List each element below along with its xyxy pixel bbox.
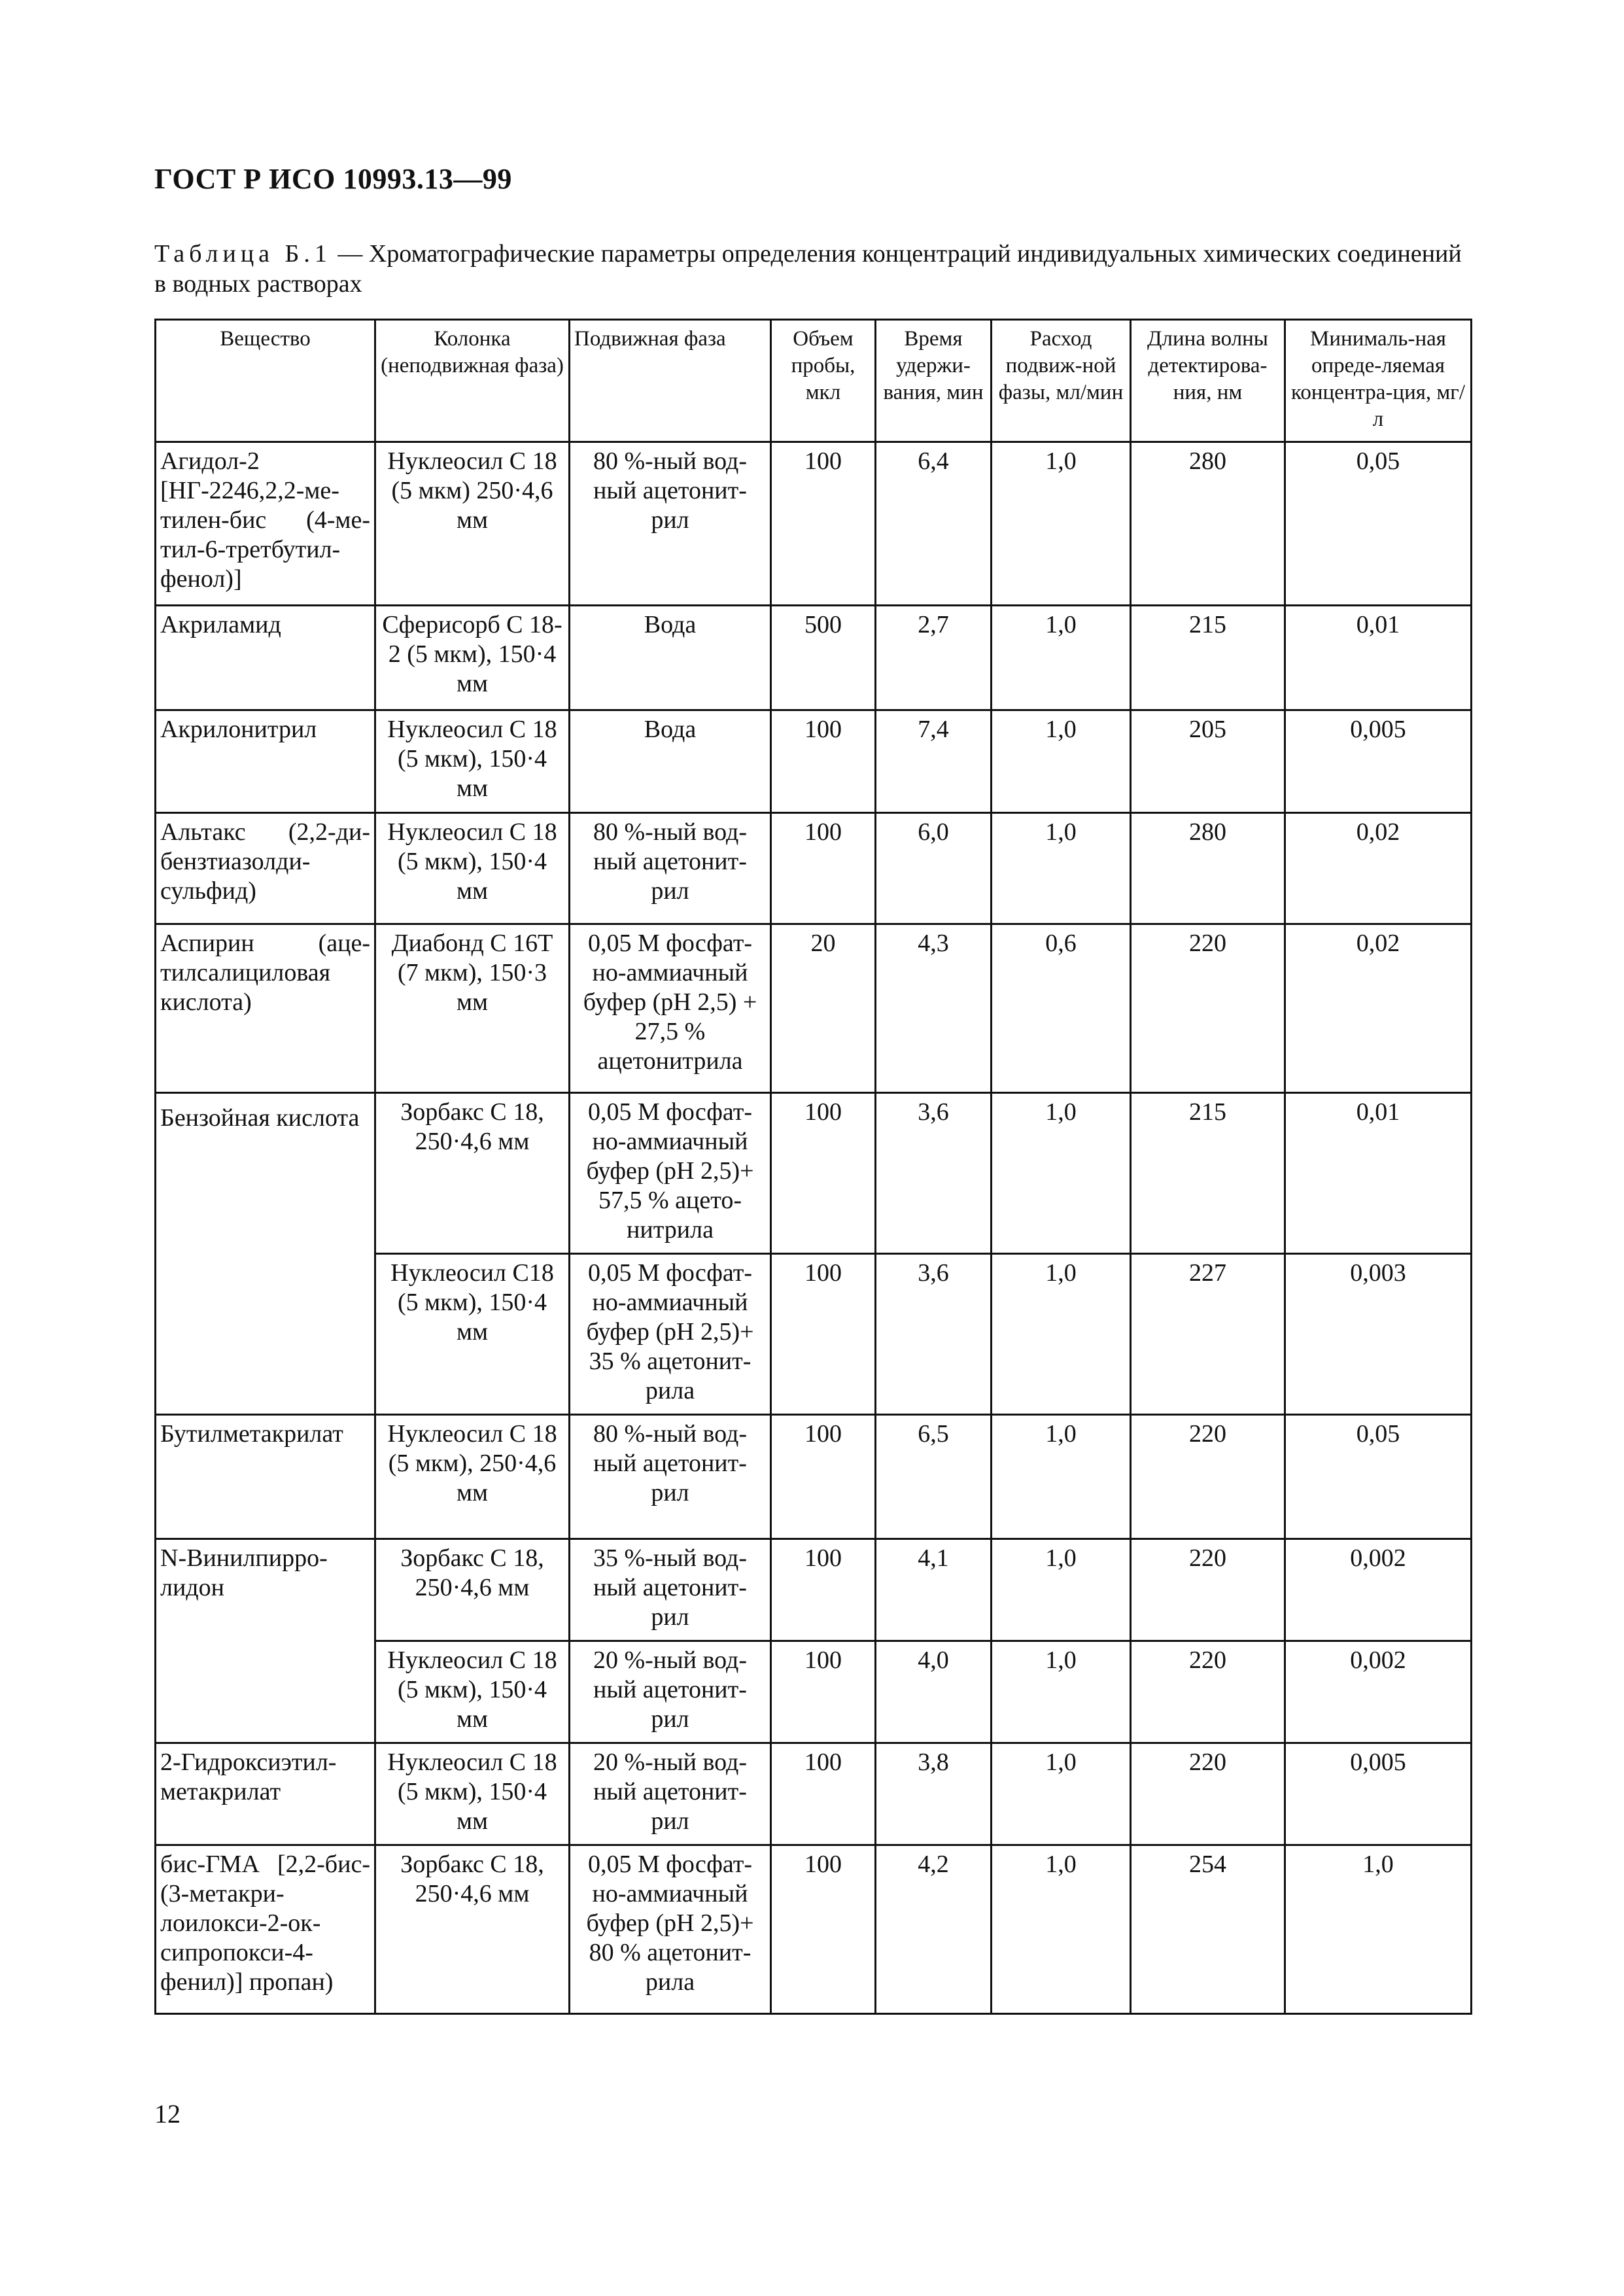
cell-sample-volume: 100	[771, 813, 876, 924]
cell-column: Нуклеосил С 18 (5 мкм), 150·4 мм	[375, 710, 570, 813]
cell-column: Нуклеосил С 18 (5 мкм), 150·4 мм	[375, 813, 570, 924]
cell-min-concentration: 0,02	[1285, 924, 1472, 1093]
cell-flow-rate: 1,0	[992, 1539, 1131, 1641]
table-row	[156, 1415, 1472, 1539]
cell-retention-time: 7,4	[876, 710, 992, 813]
cell-flow-rate: 1,0	[992, 1641, 1131, 1743]
cell-sample-volume: 100	[771, 1743, 876, 1845]
cell-flow-rate: 1,0	[992, 606, 1131, 710]
cell-column: Нуклеосил С 18 (5 мкм) 250·4,6 мм	[375, 442, 570, 606]
cell-retention-time: 4,0	[876, 1641, 992, 1743]
cell-mobile-phase: 80 %-ный вод-ный ацетонит-рил	[570, 1415, 771, 1539]
cell-min-concentration: 0,005	[1285, 1743, 1472, 1845]
cell-min-concentration: 0,05	[1285, 1415, 1472, 1539]
cell-flow-rate: 1,0	[992, 442, 1131, 606]
cell-mobile-phase: 80 %-ный вод-ный ацетонит-рил	[570, 442, 771, 606]
column-header-retention-time: Время удержи-вания, мин	[876, 320, 992, 442]
cell-min-concentration: 1,0	[1285, 1845, 1472, 2014]
cell-min-concentration: 0,002	[1285, 1641, 1472, 1743]
chromatography-table	[154, 319, 1472, 2015]
cell-min-concentration: 0,01	[1285, 1093, 1472, 1254]
column-header-wavelength: Длина волны детектирова-ния, нм	[1131, 320, 1285, 442]
cell-wavelength: 215	[1131, 1093, 1285, 1254]
cell-min-concentration: 0,003	[1285, 1254, 1472, 1415]
cell-min-concentration: 0,05	[1285, 442, 1472, 606]
cell-wavelength: 220	[1131, 924, 1285, 1093]
cell-retention-time: 6,5	[876, 1415, 992, 1539]
table-row	[156, 606, 1472, 710]
cell-retention-time: 6,0	[876, 813, 992, 924]
cell-column: Сферисорб С 18-2 (5 мкм), 150·4 мм	[375, 606, 570, 710]
cell-column: Зорбакс С 18, 250·4,6 мм	[375, 1093, 570, 1254]
cell-column: Нуклеосил С 18 (5 мкм), 150·4 мм	[375, 1743, 570, 1845]
table-row	[156, 1093, 1472, 1254]
cell-substance: 2-Гидроксиэтил-метакрилат	[156, 1743, 375, 1845]
cell-sample-volume: 100	[771, 1254, 876, 1415]
table-row	[156, 1539, 1472, 1641]
cell-wavelength: 220	[1131, 1743, 1285, 1845]
cell-wavelength: 227	[1131, 1254, 1285, 1415]
cell-column: Зорбакс С 18, 250·4,6 мм	[375, 1539, 570, 1641]
cell-mobile-phase: 20 %-ный вод-ный ацетонит-рил	[570, 1641, 771, 1743]
cell-retention-time: 3,8	[876, 1743, 992, 1845]
cell-mobile-phase: 20 %-ный вод-ный ацетонит-рил	[570, 1743, 771, 1845]
cell-sample-volume: 100	[771, 1539, 876, 1641]
cell-wavelength: 220	[1131, 1641, 1285, 1743]
cell-min-concentration: 0,01	[1285, 606, 1472, 710]
cell-sample-volume: 100	[771, 1641, 876, 1743]
cell-sample-volume: 100	[771, 710, 876, 813]
table-row	[156, 813, 1472, 924]
cell-flow-rate: 1,0	[992, 1743, 1131, 1845]
page-number: 12	[154, 2099, 181, 2129]
cell-column: Нуклеосил С 18 (5 мкм), 250·4,6 мм	[375, 1415, 570, 1539]
cell-sample-volume: 100	[771, 442, 876, 606]
table-row	[156, 1743, 1472, 1845]
cell-substance: Агидол-2 [НГ-2246,2,2-ме-тилен-бис (4-ме-тил-6-третбутил-фенол)]	[156, 442, 375, 606]
cell-flow-rate: 1,0	[992, 1845, 1131, 2014]
cell-wavelength: 280	[1131, 442, 1285, 606]
cell-substance: Альтакс (2,2-ди-бензтиазолди-сульфид)	[156, 813, 375, 924]
cell-wavelength: 220	[1131, 1539, 1285, 1641]
cell-mobile-phase: 0,05 М фосфат-но-аммиачный буфер (рН 2,5) + 27,5 % ацетонитрила	[570, 924, 771, 1093]
cell-flow-rate: 1,0	[992, 710, 1131, 813]
cell-substance: Акриламид	[156, 606, 375, 710]
column-header-min-concentration: Минималь-ная опреде-ляемая концентра-ция, мг/л	[1285, 320, 1472, 442]
cell-flow-rate: 1,0	[992, 1415, 1131, 1539]
cell-flow-rate: 1,0	[992, 1093, 1131, 1254]
column-header-flow-rate: Расход подвиж-ной фазы, мл/мин	[992, 320, 1131, 442]
cell-substance: бис-ГМА [2,2-бис-(3-метакри-лоилокси-2-ок-сипропокси-4-фенил)] пропан)	[156, 1845, 375, 2014]
column-header-substance: Вещество	[156, 320, 375, 442]
table-header-row	[156, 320, 1472, 442]
cell-min-concentration: 0,02	[1285, 813, 1472, 924]
cell-flow-rate: 1,0	[992, 1254, 1131, 1415]
cell-retention-time: 3,6	[876, 1254, 992, 1415]
table-row	[156, 924, 1472, 1093]
cell-sample-volume: 100	[771, 1845, 876, 2014]
cell-mobile-phase: Вода	[570, 606, 771, 710]
cell-retention-time: 4,1	[876, 1539, 992, 1641]
column-header-sample-volume: Объем пробы, мкл	[771, 320, 876, 442]
column-header-mobile-phase: Подвижная фаза	[570, 320, 771, 442]
table-row	[156, 710, 1472, 813]
cell-mobile-phase: Вода	[570, 710, 771, 813]
cell-min-concentration: 0,005	[1285, 710, 1472, 813]
cell-substance: Бутилметакрилат	[156, 1415, 375, 1539]
cell-retention-time: 4,3	[876, 924, 992, 1093]
cell-sample-volume: 500	[771, 606, 876, 710]
cell-wavelength: 280	[1131, 813, 1285, 924]
table-caption-label: Таблица Б.1	[154, 240, 332, 268]
cell-substance: Аспирин (аце-тилсалициловая кислота)	[156, 924, 375, 1093]
cell-mobile-phase: 0,05 М фосфат-но-аммиачный буфер (рН 2,5)+ 57,5 % ацето-нитрила	[570, 1093, 771, 1254]
cell-substance: Бензойная кислота	[156, 1093, 375, 1415]
cell-wavelength: 205	[1131, 710, 1285, 813]
column-header-column: Колонка (неподвижная фаза)	[375, 320, 570, 442]
cell-retention-time: 3,6	[876, 1093, 992, 1254]
cell-sample-volume: 20	[771, 924, 876, 1093]
cell-mobile-phase: 80 %-ный вод-ный ацетонит-рил	[570, 813, 771, 924]
cell-flow-rate: 1,0	[992, 813, 1131, 924]
table-row	[156, 1845, 1472, 2014]
table-caption-text: — Хроматографические параметры определения концентраций индивидуальных химических соединений в водных растворах	[154, 240, 1462, 298]
cell-column: Диабонд С 16Т (7 мкм), 150·3 мм	[375, 924, 570, 1093]
cell-wavelength: 215	[1131, 606, 1285, 710]
cell-wavelength: 220	[1131, 1415, 1285, 1539]
cell-substance: N-Винилпирро-лидон	[156, 1539, 375, 1743]
cell-retention-time: 6,4	[876, 442, 992, 606]
cell-min-concentration: 0,002	[1285, 1539, 1472, 1641]
cell-mobile-phase: 35 %-ный вод-ный ацетонит-рил	[570, 1539, 771, 1641]
cell-column: Нуклеосил С18 (5 мкм), 150·4 мм	[375, 1254, 570, 1415]
cell-substance: Акрилонитрил	[156, 710, 375, 813]
cell-flow-rate: 0,6	[992, 924, 1131, 1093]
document-header: ГОСТ Р ИСО 10993.13—99	[154, 163, 512, 195]
cell-mobile-phase: 0,05 М фосфат-но-аммиачный буфер (рН 2,5)+ 80 % ацетонит-рила	[570, 1845, 771, 2014]
cell-mobile-phase: 0,05 М фосфат-но-аммиачный буфер (рН 2,5)+ 35 % ацетонит-рила	[570, 1254, 771, 1415]
table-caption	[154, 239, 1470, 299]
cell-sample-volume: 100	[771, 1415, 876, 1539]
cell-column: Зорбакс С 18, 250·4,6 мм	[375, 1845, 570, 2014]
cell-sample-volume: 100	[771, 1093, 876, 1254]
cell-retention-time: 4,2	[876, 1845, 992, 2014]
table-row	[156, 442, 1472, 606]
cell-wavelength: 254	[1131, 1845, 1285, 2014]
cell-retention-time: 2,7	[876, 606, 992, 710]
cell-column: Нуклеосил С 18 (5 мкм), 150·4 мм	[375, 1641, 570, 1743]
